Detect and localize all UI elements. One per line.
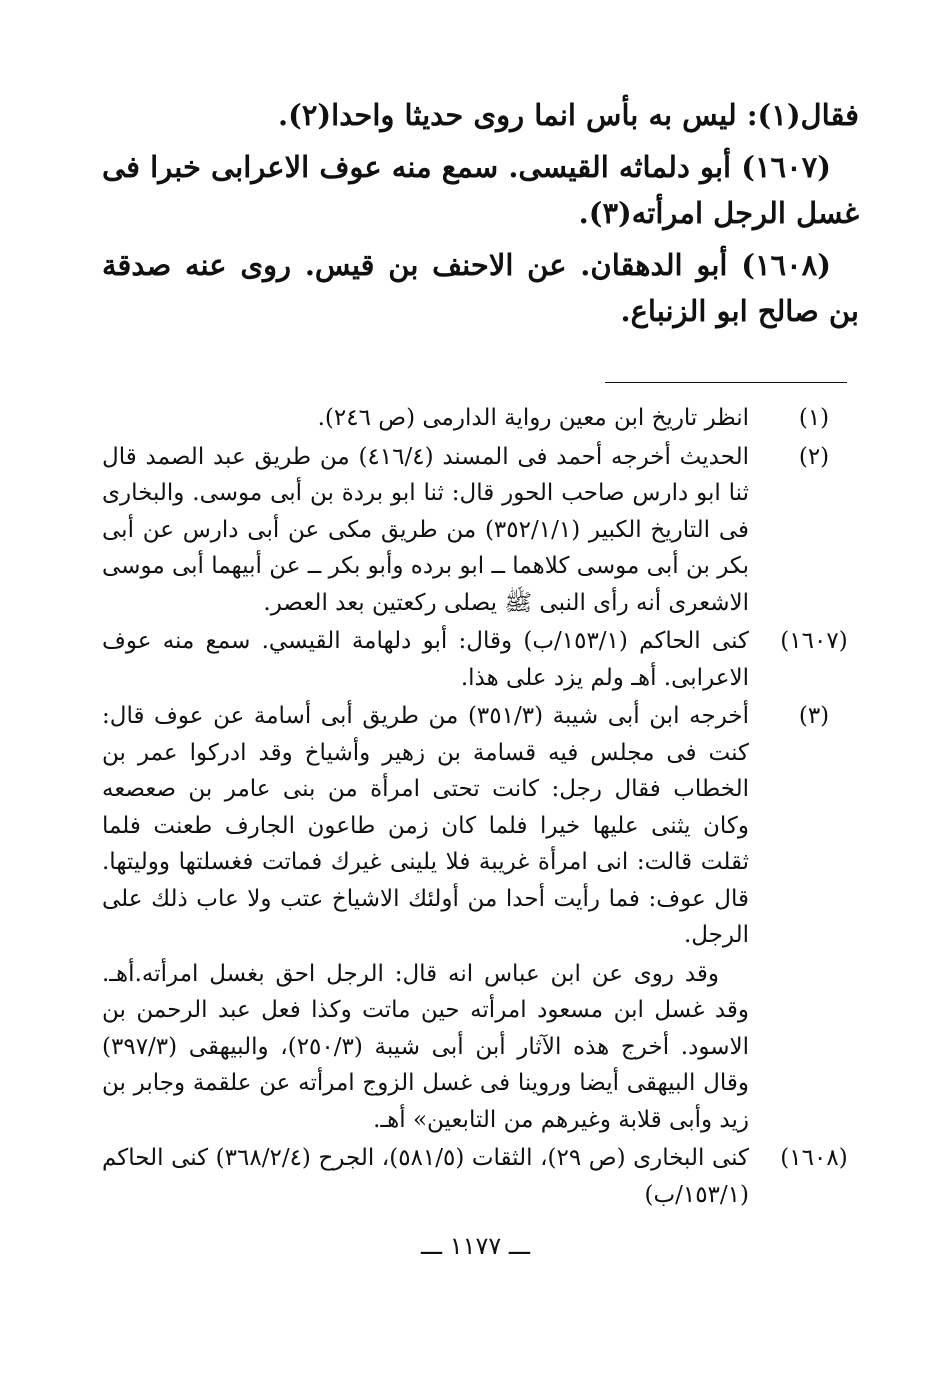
footnote xyxy=(102,698,859,954)
main-paragraph: (١٦٠٧) أبو دلماثه القيسى. سمع منه عوف الاعرابى خبرا فى غسل الرجل امرأته(٣). xyxy=(102,150,859,230)
footnote-text: كنى البخارى (ص ٢٩)، الثقات (٥٨١/٥)، الجرح (٣٦٨/٢/٤) كنى الحاكم (١٥٣/١/ب) xyxy=(102,1145,750,1208)
footnote-text: الحديث أخرجه أحمد فى المسند (٤١٦/٤) من طريق عبد الصمد قال ثنا ابو دارس صاحب الحور قال: ثنا ابو بردة بن أبى موسى. والبخارى فى التاريخ الكبير (٣٥٢/١/١) من طريق مكى عن أبى دارس عن أبى بكر بن أبى موسى كلاهما ــ ابو برده وأبو بكر ــ عن أبيهما أبى موسى الاشعرى أنه رأى النبى ﷺ يصلى ركعتين بعد العصر. xyxy=(102,443,749,616)
footnote-number: (١) xyxy=(798,405,830,431)
footnote-text: كنى الحاكم (١٥٣/١/ب) وقال: أبو دلهامة القيسي. سمع منه عوف الاعرابى. أهـ ولم يزد على هذا. xyxy=(102,628,749,691)
footnote-text: أخرجه ابن أبى شيبة (٣٥١/٣) من طريق أبى أسامة عن عوف قال: كنت فى مجلس فيه قسامة بن زهير وأشياخ وقد ادركوا عمر بن الخطاب فقال رجل: كانت تحتى امرأة من بنى عامر بن صعصعه وكان يثنى عليها خيرا فلما كان زمن طاعون الجارف طعنت فلما ثقلت قالت: انى امرأة غريبة فلا يلينى غيرك فماتت فغسلتها ووليتها. قال عوف: فما رأيت أحدا من أولئك الاشياخ عتب ولا عاب ذلك على الرجل. xyxy=(102,703,750,948)
page-number: ـــ ١١٧٧ ـــ xyxy=(420,1232,531,1260)
main-paragraph: (١٦٠٨) أبو الدهقان. عن الاحنف بن قيس. روى عنه صدقة بن صالح ابو الزنباع. xyxy=(102,248,859,328)
footnote-continuation: وقد روى عن ابن عباس انه قال: الرجل احق بغسل امرأته.أهـ. وقد غسل ابن مسعود امرأته حين ماتت وكذا فعل عبد الرحمن بن الاسود. أخرج هذه الآثار أبن أبى شيبة (٢٥٠/٣)، والبيهقى (٣٩٧/٣) وقال البيهقى أيضا وروينا فى غسل الزوج امرأته عن علقمة وجابر بن زيد وأبى قلابة وغيرهم من التابعين» أهـ. xyxy=(102,960,749,1133)
footnote xyxy=(102,439,859,622)
footnote xyxy=(102,400,859,437)
main-text xyxy=(102,92,859,340)
main-paragraph: فقال(١): ليس به بأس انما روى حديثا واحدا(٢). xyxy=(278,98,859,132)
footnote-number: (١٦٠٧) xyxy=(780,628,848,654)
footnote-text: انظر تاريخ ابن معين رواية الدارمى (ص ٢٤٦). xyxy=(317,405,749,431)
footnote-separator xyxy=(605,382,847,383)
footnote-number: (٢) xyxy=(798,443,830,470)
footnote xyxy=(102,1140,859,1213)
footnotes xyxy=(102,400,859,1215)
footnote-number: (١٦٠٨) xyxy=(780,1145,848,1171)
footnote xyxy=(102,623,859,696)
footnote-number: (٣) xyxy=(798,703,830,729)
